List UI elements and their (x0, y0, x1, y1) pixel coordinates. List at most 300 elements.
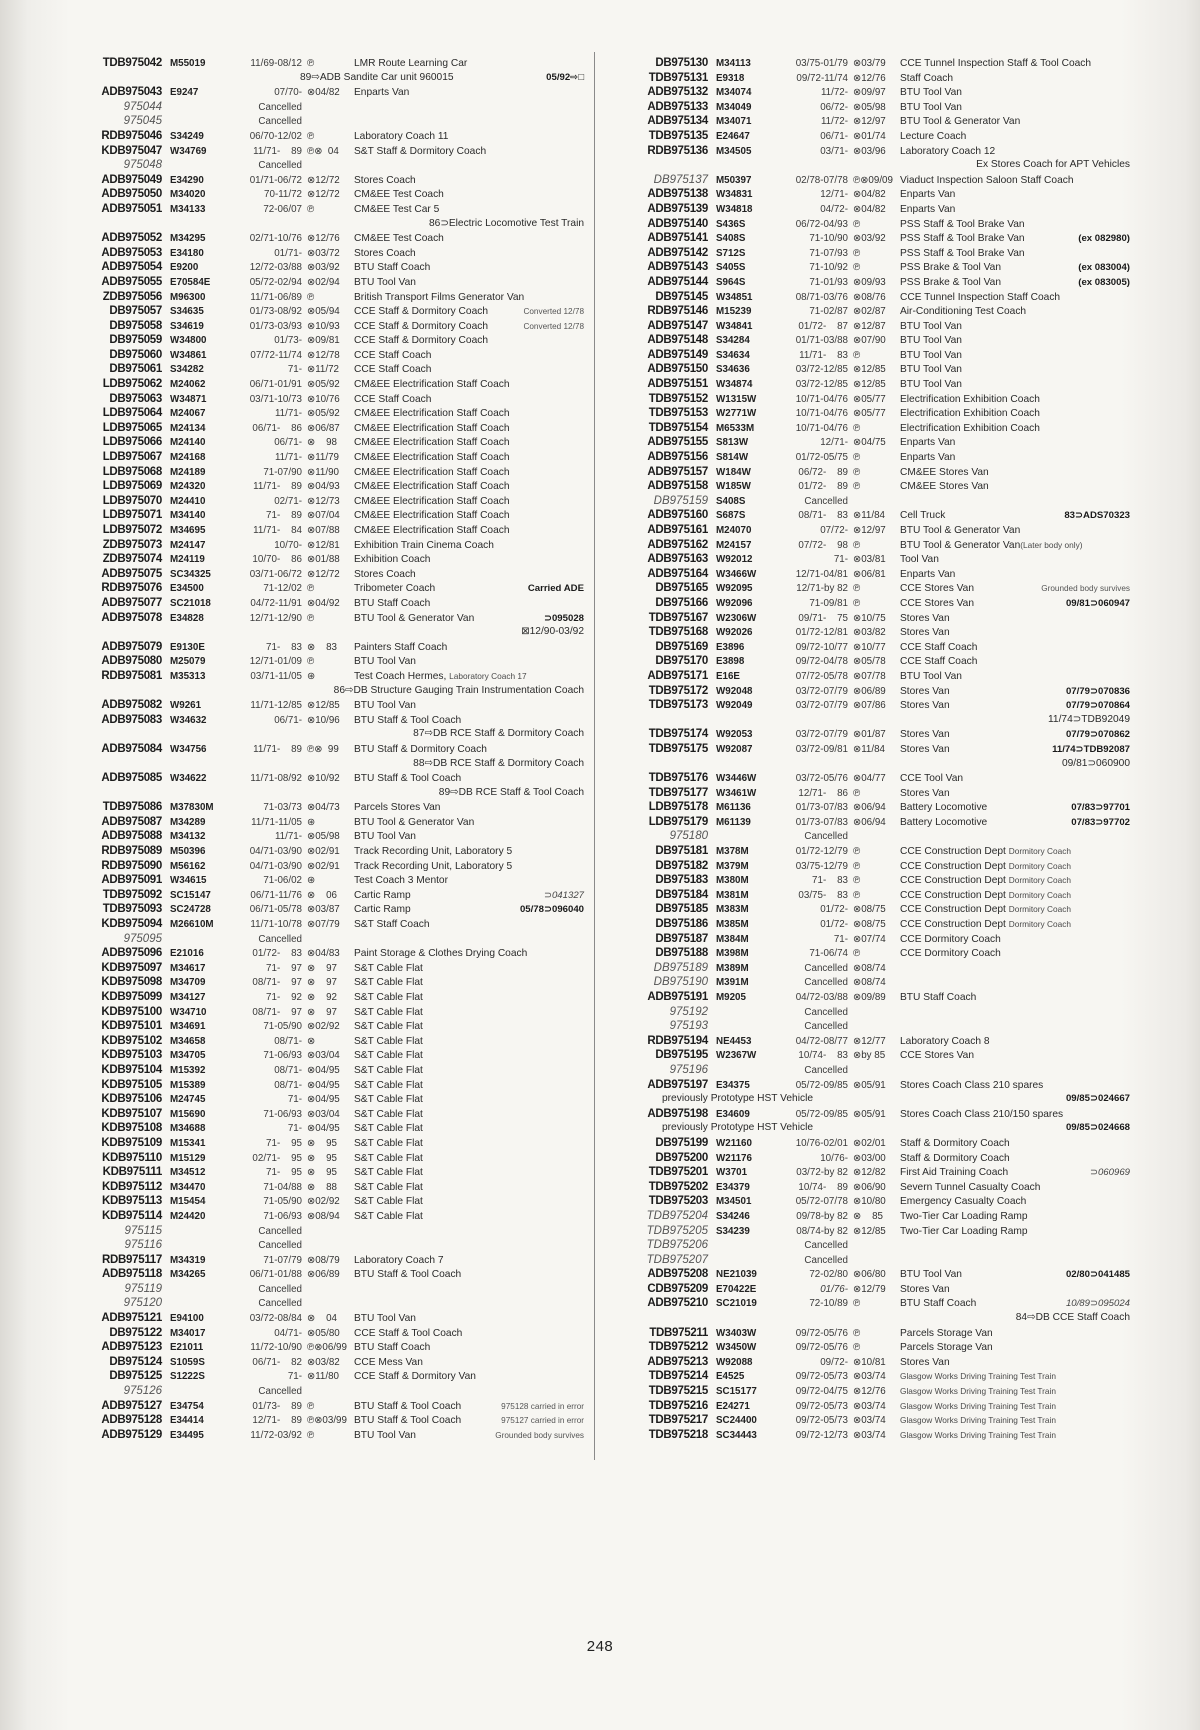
service-dates: 12/71-by 82 (796, 583, 848, 595)
departmental-number: TDB975205 (646, 1224, 708, 1237)
description-cell (896, 1210, 1130, 1225)
description-wrap (354, 363, 431, 378)
service-dates: Cancelled (258, 1386, 302, 1398)
disposal-symbol: ⊗12/97 (853, 525, 886, 536)
stock-entry-row (612, 187, 1130, 202)
service-dates: 11/71-10/78 (250, 919, 302, 931)
disposal-symbol: ⊗06/89 (307, 1269, 340, 1281)
departmental-number: TDB975203 (648, 1195, 708, 1208)
previous-number: M34265 (170, 1269, 206, 1281)
service-dates: 09/72-04/78 (795, 656, 848, 668)
description-text: CCE Staff & Dormitory Coach (354, 320, 488, 332)
previous-number: M34470 (170, 1181, 206, 1193)
service-dates: 01/73- (274, 335, 302, 347)
previous-number: E34500 (170, 583, 204, 595)
service-dates: 09/72-05/76 (795, 1327, 848, 1339)
previous-number: E34375 (716, 1079, 750, 1091)
description-cell (350, 889, 584, 904)
description-text: CM&EE Electrification Staff Coach (354, 379, 510, 391)
stock-entry-row (66, 1355, 584, 1370)
departmental-number: TDB975214 (648, 1370, 708, 1383)
continuation-line (66, 684, 584, 699)
stock-entry-row (66, 1107, 584, 1122)
description-wrap (900, 1166, 1008, 1181)
disposal-symbol: ⊗ (307, 1035, 316, 1047)
description-text: Two-Tier Car Loading Ramp (900, 1225, 1028, 1237)
description-subtext: Dormitory Coach (1008, 846, 1071, 857)
departmental-number: ADB975213 (647, 1355, 708, 1368)
stock-entry-row (612, 1238, 1130, 1253)
description-text: Stores Van (900, 729, 950, 741)
departmental-number: TDB975168 (648, 626, 708, 639)
description-cell (896, 728, 1130, 743)
description-text: CM&EE Test Coach (354, 233, 444, 245)
departmental-number: ADB975088 (101, 830, 162, 843)
row-note: ⊃060969 (1089, 1167, 1130, 1179)
description-text: BTU Tool Van (900, 87, 962, 99)
departmental-number: DB975059 (109, 334, 162, 347)
description-cell (896, 101, 1130, 116)
description-subtext: Laboratory Coach 17 (449, 670, 527, 681)
departmental-number: KDB975113 (102, 1195, 162, 1208)
description-text: BTU Staff & Tool Coach (354, 714, 462, 726)
description-subtext: Dormitory Coach (1008, 889, 1071, 900)
departmental-number: KDB975094 (101, 918, 162, 931)
disposal-symbol: ⊗09/81 (307, 335, 340, 347)
stock-entry-row (66, 859, 584, 874)
departmental-number: ADB975141 (647, 232, 708, 245)
description-wrap (900, 466, 989, 481)
service-dates: 11/71- 89 (253, 145, 302, 157)
previous-number: E3898 (716, 656, 745, 668)
description-cell (896, 1225, 1130, 1240)
previous-number: M34127 (170, 992, 206, 1003)
departmental-number: DB975166 (655, 596, 708, 609)
previous-number: M24189 (170, 466, 206, 478)
disposal-symbol: ℗ (307, 58, 315, 69)
stock-entry-row (66, 173, 584, 188)
description-cell (896, 261, 1130, 276)
service-dates: 01/72- 83 (252, 948, 302, 960)
description-text: Exhibition Train Cinema Coach (354, 539, 494, 551)
departmental-number: LDB975069 (102, 480, 162, 493)
previous-number: W34769 (170, 145, 207, 157)
description-text: BTU Tool Van (354, 656, 416, 668)
service-dates: 03/72-05/76 (795, 773, 848, 785)
disposal-symbol: ⊗05/92 (307, 379, 340, 391)
departmental-number: KDB975098 (101, 976, 162, 989)
service-dates: 01/73-08/92 (249, 306, 302, 318)
service-dates: 07/72-05/78 (795, 670, 848, 682)
description-wrap (900, 72, 953, 87)
previous-number: M34289 (170, 816, 206, 828)
departmental-number: TDB975167 (648, 611, 708, 624)
service-dates: 06/72- 89 (798, 466, 848, 478)
description-text: Glasgow Works Driving Training Test Train (900, 1400, 1057, 1411)
description-text: CCE Staff & Dormitory Coach (354, 306, 488, 318)
service-dates: 11/72-10/90 (250, 1342, 302, 1354)
previous-number: E3896 (716, 641, 745, 653)
disposal-symbol: ⊗03/74 (853, 1400, 886, 1412)
stock-entry-row (66, 596, 584, 611)
departmental-number: TDB975207 (646, 1253, 708, 1266)
departmental-number: 975196 (669, 1063, 708, 1076)
description-wrap (900, 130, 966, 145)
description-cell (350, 1181, 584, 1196)
service-dates: 01/71- (274, 247, 302, 259)
previous-number: W92088 (716, 1356, 753, 1368)
stock-entry-row (66, 917, 584, 932)
service-dates: 71-06/93 (263, 1210, 302, 1222)
description-wrap (354, 1210, 423, 1225)
description-text: CCE Staff Coach (354, 393, 432, 405)
disposal-symbol: ⊗02/92 (307, 1196, 340, 1208)
previous-number: M391M (716, 977, 749, 989)
description-cell (350, 1064, 584, 1079)
description-wrap (354, 320, 488, 335)
description-wrap (354, 509, 510, 524)
disposal-symbol: ⊗06/89 (853, 685, 886, 697)
departmental-number: 975095 (123, 932, 162, 945)
departmental-number: KDB975099 (101, 991, 162, 1003)
service-dates: 11/71- (274, 408, 302, 420)
disposal-symbol: ⊛ (307, 875, 316, 887)
disposal-symbol: ℗ (307, 1400, 315, 1412)
description-text: Track Recording Unit, Laboratory 5 (354, 846, 513, 858)
previous-number: W92095 (716, 583, 753, 595)
stock-entry-row (66, 771, 584, 786)
departmental-number: TDB975131 (648, 71, 708, 84)
disposal-symbol: ⊗04/73 (307, 802, 340, 814)
previous-number: E34495 (170, 1429, 204, 1441)
service-dates: 71- (833, 554, 848, 566)
description-wrap (900, 436, 955, 451)
stock-entry-row (66, 290, 584, 305)
service-dates: 72-10/89 (809, 1298, 848, 1310)
disposal-symbol: ⊗ 85 (853, 1210, 883, 1222)
departmental-number: DB975185 (655, 903, 708, 916)
description-text: BTU Tool Van (900, 320, 962, 332)
previous-number: S1059S (170, 1356, 205, 1368)
description-text: BTU Tool & Generator Van (354, 816, 475, 828)
description-text: CCE Staff Coach (354, 349, 432, 361)
departmental-number: ADB975157 (647, 465, 708, 478)
description-wrap (354, 393, 431, 408)
previous-number: W34871 (170, 393, 207, 405)
stock-entry-row (612, 990, 1130, 1005)
description-wrap (354, 495, 510, 510)
departmental-number: LDB975062 (102, 378, 162, 391)
description-cell (896, 873, 1130, 889)
previous-number: M50397 (716, 174, 752, 186)
description-wrap (354, 714, 461, 729)
description-wrap (900, 947, 1001, 962)
stock-entry-row (612, 290, 1130, 305)
disposal-symbol: ⊗12/76 (853, 72, 886, 84)
disposal-symbol: ⊗12/73 (307, 495, 340, 507)
service-dates: 06/71- (274, 714, 302, 726)
description-wrap (900, 188, 955, 203)
stock-entry-row (66, 85, 584, 100)
previous-number: M34017 (170, 1327, 206, 1339)
description-cell (350, 86, 584, 101)
previous-number: E4525 (716, 1371, 745, 1383)
description-cell (896, 305, 1130, 320)
departmental-number: LDB975070 (102, 494, 162, 507)
description-text: Parcels Storage Van (900, 1327, 993, 1339)
disposal-symbol: ⊗04/83 (307, 948, 340, 960)
disposal-symbol: ⊗12/79 (853, 1283, 886, 1295)
description-text: BTU Staff & Tool Coach (354, 1415, 462, 1427)
disposal-symbol: ⊗06/94 (853, 816, 886, 828)
stock-entry-row (612, 435, 1130, 450)
description-wrap (354, 524, 510, 539)
previous-number: M25079 (170, 656, 206, 668)
stock-entry-row (612, 538, 1130, 553)
stock-entry-row (66, 1428, 584, 1443)
departmental-number: TDB975215 (648, 1385, 708, 1398)
disposal-symbol: ⊗02/87 (853, 306, 886, 318)
description-text: BTU Tool Van (900, 670, 962, 682)
description-wrap (900, 422, 1040, 437)
description-cell (350, 509, 584, 524)
continuation-line (612, 158, 1130, 173)
stock-entry-row (66, 202, 584, 217)
disposal-symbol: ⊗10/93 (307, 320, 340, 332)
description-wrap (354, 699, 416, 714)
departmental-number: RDB975090 (101, 859, 162, 872)
description-wrap (354, 669, 527, 685)
description-text: CCE Tunnel Inspection Staff & Tool Coach (900, 58, 1092, 69)
previous-number: M15690 (170, 1108, 206, 1120)
description-cell (896, 509, 1130, 524)
disposal-symbol: ⊗08/76 (853, 291, 886, 303)
departmental-number: ADB975210 (647, 1297, 708, 1310)
previous-number: S814W (716, 452, 749, 464)
service-dates: 09/72-05/73 (795, 1400, 848, 1412)
description-wrap (354, 918, 430, 933)
departmental-number: TDB975172 (648, 684, 708, 697)
disposal-symbol: ⊗07/78 (853, 670, 886, 682)
previous-number: M34071 (716, 116, 752, 128)
description-cell (896, 626, 1130, 641)
departmental-number: ADB975164 (647, 567, 708, 580)
description-text: S&T Cable Flat (354, 1094, 423, 1106)
previous-number: M380M (716, 875, 749, 887)
description-text: Stores Coach (354, 174, 416, 186)
description-wrap (354, 845, 512, 860)
description-text: CCE Dormitory Coach (900, 933, 1001, 945)
description-cell (896, 816, 1130, 831)
stock-entry-row (612, 1340, 1130, 1355)
stock-entry-row (612, 246, 1130, 261)
previous-number: M15129 (170, 1152, 206, 1164)
stock-entry-row (66, 479, 584, 494)
disposal-symbol: ⊗ 04 (307, 1313, 337, 1325)
service-dates: 09/78-by 82 (796, 1210, 848, 1222)
description-cell (896, 1195, 1130, 1210)
description-cell (350, 597, 584, 612)
description-wrap (900, 685, 950, 700)
disposal-symbol: ⊗12/76 (853, 1386, 886, 1398)
description-wrap (354, 57, 467, 72)
departmental-number: TDB975153 (648, 407, 708, 420)
departmental-number: 975048 (123, 159, 162, 172)
description-text: CM&EE Electrification Staff Coach (354, 452, 510, 464)
description-cell (350, 524, 584, 539)
previous-number: M26610M (170, 919, 214, 931)
departmental-number: KDB975110 (102, 1151, 162, 1164)
service-dates: 71-10/90 (809, 233, 848, 245)
description-text: Stores Van (900, 1283, 950, 1295)
row-note: 07/79⊃070864 (1065, 700, 1130, 712)
departmental-number: KDB975102 (101, 1034, 162, 1047)
description-cell (350, 918, 584, 933)
description-wrap (900, 844, 1071, 860)
description-cell (896, 1341, 1130, 1356)
description-wrap (354, 1006, 423, 1021)
description-text: Cartic Ramp (354, 904, 411, 916)
description-cell (350, 612, 584, 627)
row-note: 83⊃ADS70323 (1064, 510, 1130, 522)
service-dates: Cancelled (258, 101, 302, 113)
description-text: Track Recording Unit, Laboratory 5 (354, 860, 513, 872)
service-dates: 10/71-04/76 (795, 393, 848, 405)
departmental-number: TDB975217 (648, 1414, 708, 1427)
row-note: Carried ADE (527, 583, 584, 595)
disposal-symbol: ⊗11/79 (307, 452, 339, 464)
description-wrap (354, 1049, 423, 1064)
disposal-symbol: ⊛ (307, 670, 316, 682)
description-text: Stores Van (900, 627, 950, 639)
description-wrap (354, 1195, 423, 1210)
description-cell (896, 1035, 1130, 1050)
service-dates: 71-03/73 (263, 802, 302, 814)
description-text: Enparts Van (900, 568, 956, 580)
disposal-symbol: ⊗10/81 (853, 1356, 886, 1368)
description-text: S&T Cable Flat (354, 1108, 423, 1120)
service-dates: 71- 83 (266, 641, 302, 653)
disposal-symbol: ℗ (853, 466, 861, 478)
description-text: Enparts Van (900, 203, 956, 215)
stock-entry-row (66, 1296, 584, 1311)
previous-number: W34800 (170, 335, 207, 347)
stock-entry-row (612, 1048, 1130, 1063)
disposal-symbol: ⊗10/92 (307, 773, 340, 785)
description-cell (896, 72, 1130, 87)
service-dates: 01/72- 87 (798, 320, 848, 332)
stock-entry-row (66, 1326, 584, 1341)
description-wrap (354, 174, 416, 189)
service-dates: 71-07/90 (263, 466, 302, 478)
service-dates: 03/71-06/72 (249, 568, 302, 580)
departmental-number: ADB975158 (647, 480, 708, 493)
disposal-symbol: ⊗03/04 (307, 1050, 340, 1062)
description-wrap (900, 1268, 962, 1283)
description-cell (350, 816, 584, 831)
previous-number: E24271 (716, 1400, 750, 1412)
stock-entry-row (66, 975, 584, 990)
previous-number: M398M (716, 948, 749, 960)
description-text: Exhibition Coach (354, 554, 431, 566)
description-wrap (354, 801, 440, 816)
description-text: Stores Van (900, 685, 950, 697)
description-text: Electrification Exhibition Coach (900, 393, 1040, 405)
description-wrap (354, 991, 423, 1006)
stock-entry-row (612, 596, 1130, 611)
stock-entry-row (612, 786, 1130, 801)
column-divider (594, 52, 595, 1460)
disposal-symbol: ⊗03/87 (307, 904, 340, 916)
description-wrap (900, 1049, 974, 1064)
departmental-number: ADB975197 (647, 1078, 708, 1091)
stock-entry-row (612, 625, 1130, 640)
departmental-number: ADB975051 (101, 202, 162, 215)
stock-entry-row (66, 129, 584, 144)
previous-number: W21160 (716, 1137, 752, 1149)
service-dates: 11/71-06/89 (250, 291, 302, 303)
description-cell (350, 860, 584, 875)
description-wrap (900, 218, 1025, 233)
service-dates: 72-06/07 (263, 203, 302, 215)
previous-number: W92049 (716, 700, 753, 712)
description-cell (896, 1283, 1130, 1298)
stock-entry-row (612, 202, 1130, 217)
stock-entry-row (612, 333, 1130, 348)
description-cell (896, 859, 1130, 875)
stock-entry-row (612, 1296, 1130, 1311)
transfer-note: 09/85⊃024667 (1065, 1093, 1130, 1105)
previous-number: M6533M (716, 422, 755, 434)
stock-entry-row (612, 771, 1130, 786)
departmental-number: ADB975123 (101, 1341, 162, 1354)
stock-entry-row (612, 231, 1130, 246)
description-text: BTU Staff Coach (354, 597, 431, 609)
departmental-number: TDB975093 (102, 903, 162, 916)
stock-entry-row (66, 56, 584, 71)
continuation-line (612, 1121, 1130, 1136)
stock-entry-row (612, 1384, 1130, 1399)
description-wrap (900, 115, 1020, 130)
continuation-text: 86⊃Electric Locomotive Test Train (429, 217, 584, 229)
description-text: CM&EE Test Coach (354, 189, 444, 201)
description-cell (350, 57, 584, 72)
description-cell (896, 349, 1130, 364)
disposal-symbol: ⊗05/91 (853, 1079, 886, 1091)
previous-number: W21176 (716, 1152, 752, 1164)
description-text: Glasgow Works Driving Training Test Train (900, 1415, 1057, 1426)
description-text: CM&EE Electrification Staff Coach (354, 466, 510, 478)
previous-number: S34636 (716, 364, 750, 376)
description-cell (350, 276, 584, 291)
previous-number: W3701 (716, 1167, 748, 1179)
previous-number: M34709 (170, 977, 206, 989)
service-dates: 06/71-01/91 (249, 379, 302, 391)
stock-entry-row (66, 800, 584, 815)
service-dates: 06/71- (274, 437, 302, 449)
description-cell (896, 1108, 1130, 1123)
service-dates: 01/72-12/79 (795, 846, 848, 858)
disposal-symbol: ⊗11/84 (853, 510, 885, 522)
description-text: BTU Tool Van (900, 101, 962, 113)
description-cell (350, 393, 584, 408)
disposal-symbol: ⊗05/98 (307, 831, 340, 843)
description-text: CCE Stores Van (900, 583, 974, 595)
description-cell (350, 903, 584, 918)
description-wrap (354, 1370, 476, 1385)
description-cell (896, 436, 1130, 451)
previous-number: E94100 (170, 1313, 204, 1325)
